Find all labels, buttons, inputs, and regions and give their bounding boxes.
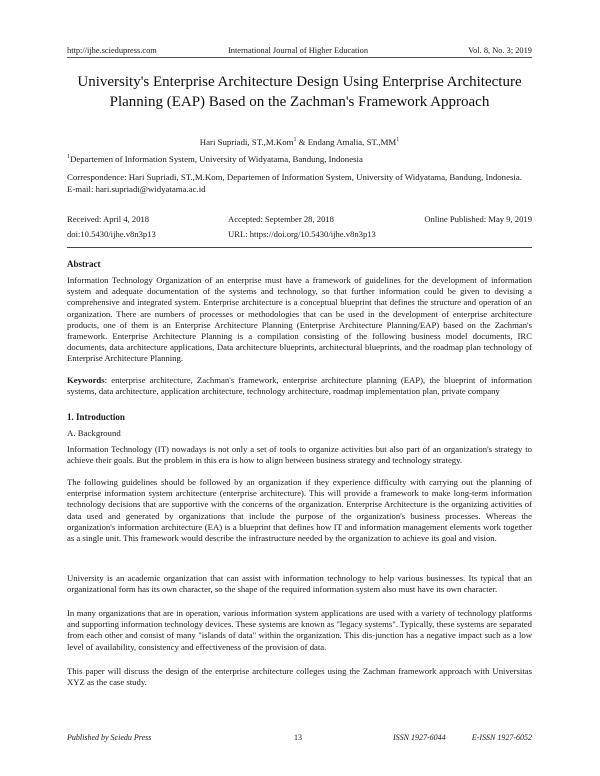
footer-eissn: E-ISSN 1927-6052 bbox=[471, 733, 532, 742]
doi: doi:10.5430/ijhe.v8n3p13 bbox=[67, 229, 156, 239]
paragraph-2: The following guidelines should be followed by an organization if they experience difficulty with carrying out the planning of enterprise information system architecture (enterprise architecture). This will provide a framework to make long-term information technology decisions that are supportive with the concerns of the organization. Enterprise Architecture is the organizing activities of data used and generated by organizations that include the purpose of the organization's business processes. Whereas the organization's information architecture (EA) is a blueprint that defines how IT and information management elements work together as a single unit. This framework would describe the infrastructure needed by the organization to achieve its goal and vision. bbox=[67, 477, 532, 544]
subsection-heading: A. Background bbox=[67, 428, 121, 438]
author-1-affiliation-mark: 1 bbox=[293, 137, 297, 144]
author-line bbox=[67, 137, 532, 147]
section-heading: 1. Introduction bbox=[67, 412, 125, 422]
keywords-label: Keywords bbox=[67, 375, 105, 385]
header-url[interactable]: http://ijhe.sciedupress.com bbox=[67, 46, 157, 55]
section-heading-wrap bbox=[67, 412, 125, 422]
correspondence: Correspondence: Hari Supriadi, ST.,M.Kom, Departemen of Information System, University of Widyatama, Bandung, Indonesia. E-mail: hari.supriadi@widyatama.ac.id bbox=[67, 172, 522, 194]
divider-rule bbox=[67, 247, 532, 248]
affiliation bbox=[67, 153, 532, 165]
paragraph-5: This paper will discuss the design of the enterprise architecture colleges using the Zachman framework approach with Universitas XYZ as the case study. bbox=[67, 666, 532, 688]
paragraph-4: In many organizations that are in operation, various information system applications are used with a variety of technology platforms and supporting information technology devices. These systems are known as "legacy systems". Typically, these systems are separated from each other and consist of many "islands of data" within the organization. This dis-junction has a negative impact such as a low level of availability, consistency and effectiveness of the provision of data. bbox=[67, 608, 532, 652]
header-volume: Vol. 8, No. 3; 2019 bbox=[468, 46, 532, 55]
header-journal: International Journal of Higher Education bbox=[228, 46, 369, 55]
abstract-heading: Abstract bbox=[67, 259, 101, 269]
accepted-date: Accepted: September 28, 2018 bbox=[228, 214, 334, 224]
keywords-text: : enterprise architecture, Zachman's framework, enterprise architecture planning (EAP), the blueprint of information systems, data architecture, application architecture, technology architecture, roadmap implementation plan, private company bbox=[67, 375, 532, 397]
footer-page-number: 13 bbox=[294, 733, 302, 742]
received-date: Received: April 4, 2018 bbox=[67, 214, 150, 224]
paragraph-1: Information Technology (IT) nowadays is not only a set of tools to organize activities but also part of an organization's strategy to achieve their goals. But the problem in this era is how to align between business strategy and technology strategy. bbox=[67, 444, 532, 466]
affiliation-mark: 1 bbox=[67, 154, 70, 161]
affiliation-text: Departemen of Information System, University of Widyatama, Bandung, Indonesia bbox=[70, 154, 363, 164]
abstract-text: Information Technology Organization of an enterprise must have a framework of guidelines for the development of information system and adequate documentation of the systems and technology, so that further information could be given to devising a comprehensive and integrated system. Enterprise architecture is a conceptual blueprint that defines the structure and operation of an organization. There are numbers of processes or methodologies that can be used in the development of enterprise architecture products, one of them is an Enterprise Architecture Planning (Enterprise Architecture Planning/EAP) based on the Zachman's framework. Enterprise Architecture Planning is a compilation consisting of the following business model documents, IRC documents, data architecture applications, Data architecture blueprints, architectural blueprints, and the roadmap plan technology of Enterprise Architecture Planning. bbox=[67, 275, 532, 364]
paper-title: University's Enterprise Architecture Design Using Enterprise Architecture Planning (EAP) Based on the Zachman's Framework Approach bbox=[77, 74, 522, 110]
paragraph-3: University is an academic organization that can assist with information technology to help various businesses. Its typical that an organizational form has its own character, so the shape of the required information system also must have its own character. bbox=[67, 573, 532, 595]
author-connector: & bbox=[296, 137, 308, 147]
footer-issn: ISSN 1927-6044 bbox=[393, 733, 446, 742]
header-rule bbox=[67, 57, 532, 58]
footer-publisher: Published by Sciedu Press bbox=[67, 733, 152, 742]
abstract-heading-wrap bbox=[67, 259, 101, 269]
author-2-affiliation-mark: 1 bbox=[396, 137, 400, 144]
published-date: Online Published: May 9, 2019 bbox=[424, 214, 532, 224]
article-url[interactable]: URL: https://doi.org/10.5430/ijhe.v8n3p13 bbox=[228, 229, 376, 239]
keywords bbox=[67, 375, 532, 397]
author-2: Endang Amalia, ST.,MM bbox=[307, 137, 397, 147]
author-1: Hari Supriadi, ST.,M.Kom bbox=[199, 137, 294, 147]
